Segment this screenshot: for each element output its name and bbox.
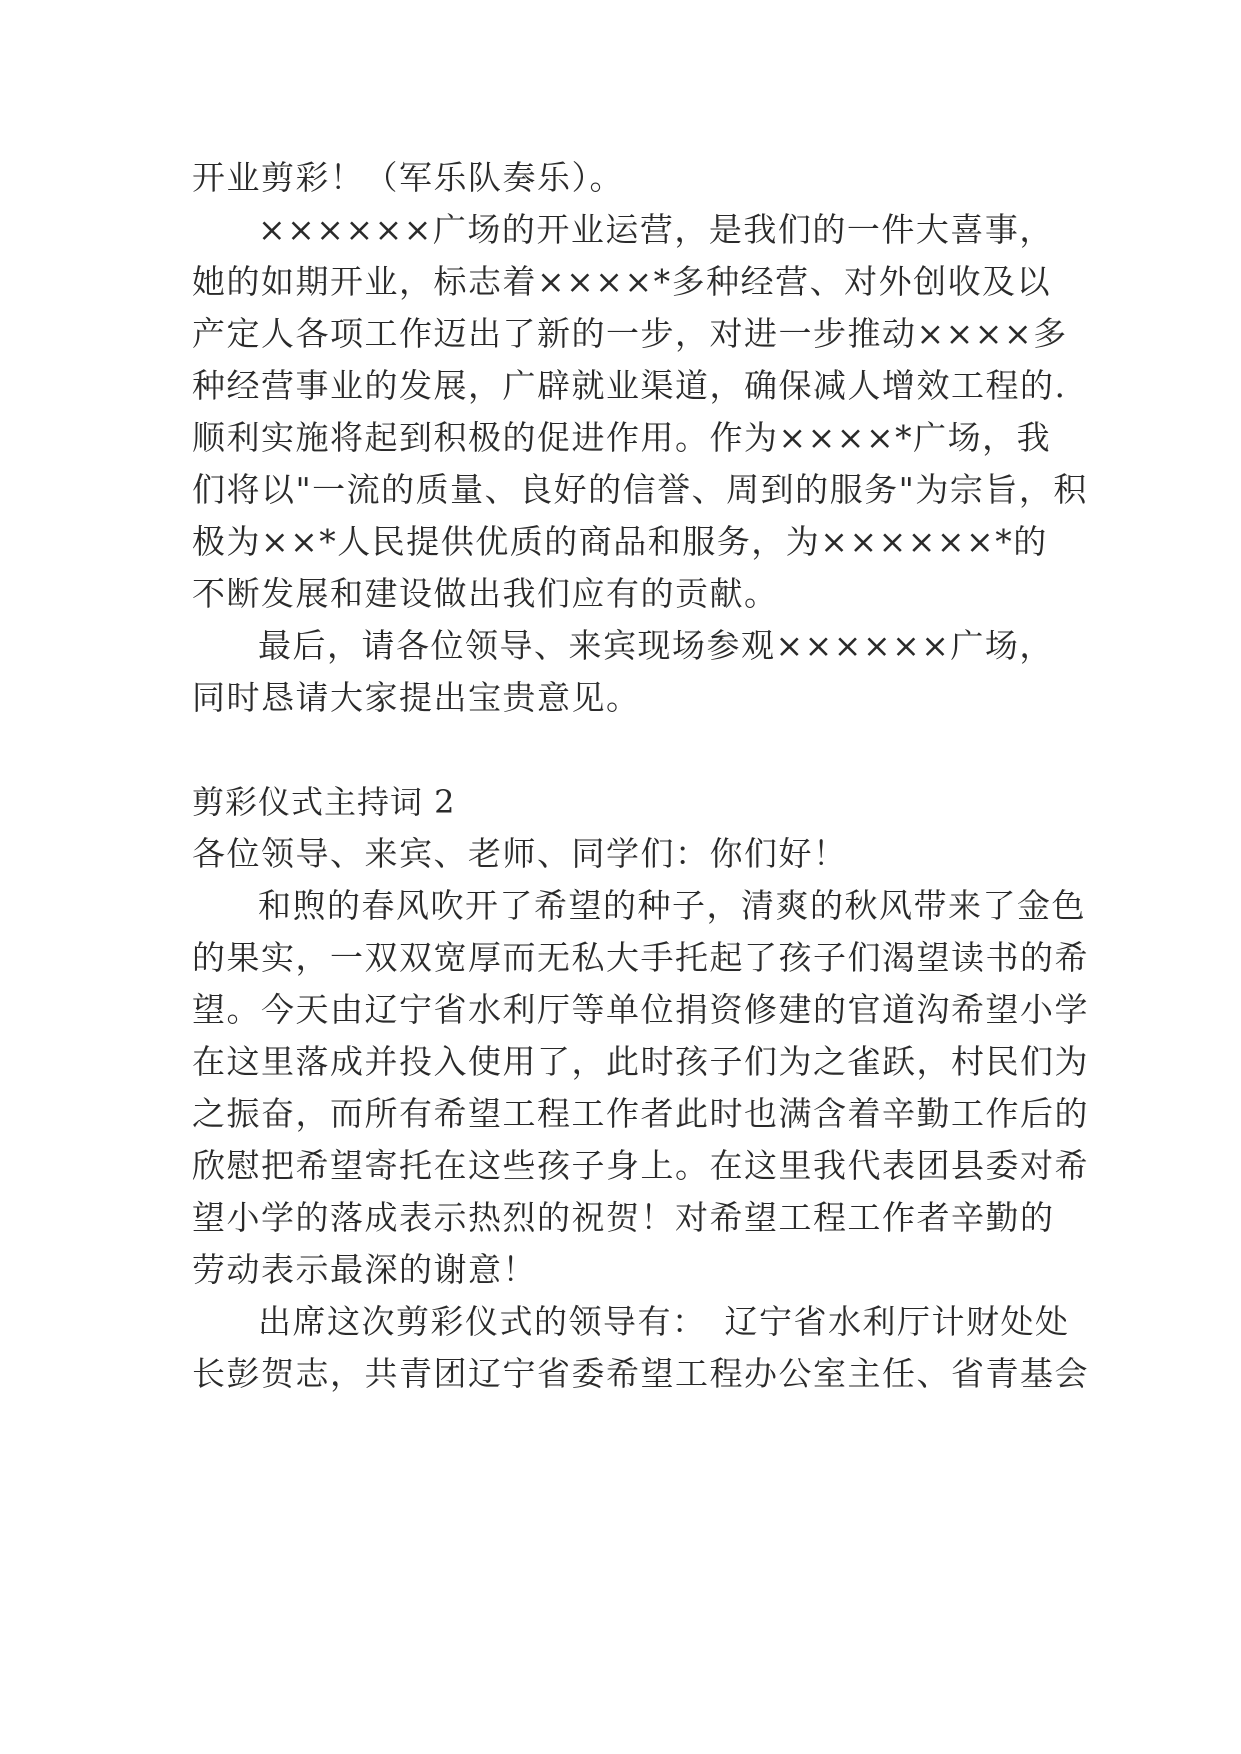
paragraph-line: 长彭贺志，共青团辽宁省委希望工程办公室主任、省青基会 xyxy=(192,1354,1089,1393)
paragraph-line: 开业剪彩！（军乐队奏乐）。 xyxy=(192,158,624,197)
paragraph-line: 不断发展和建设做出我们应有的贡献。 xyxy=(192,574,779,613)
paragraph-line: 和煦的春风吹开了希望的种子，清爽的秋风带来了金色 xyxy=(258,886,1086,925)
paragraph-line: 在这里落成并投入使用了，此时孩子们为之雀跃，村民们为 xyxy=(192,1042,1089,1081)
paragraph-line: 种经营事业的发展，广辟就业渠道，确保减人增效工程的. xyxy=(192,366,1067,405)
paragraph-line: 顺利实施将起到积极的促进作用。作为××××*广场，我 xyxy=(192,418,1052,457)
paragraph-line: 她的如期开业，标志着××××*多种经营、对外创收及以 xyxy=(192,262,1052,301)
paragraph-line: 劳动表示最深的谢意！ xyxy=(192,1250,537,1289)
paragraph-line: 望。今天由辽宁省水利厅等单位捐资修建的官道沟希望小学 xyxy=(192,990,1089,1029)
paragraph-line: 望小学的落成表示热烈的祝贺！对希望工程工作者辛勤的 xyxy=(192,1198,1055,1237)
paragraph-line: 欣慰把希望寄托在这些孩子身上。在这里我代表团县委对希 xyxy=(192,1146,1089,1185)
section-title: 剪彩仪式主持词 2 xyxy=(192,783,456,821)
paragraph-line: 同时恳请大家提出宝贵意见。 xyxy=(192,678,641,717)
paragraph-line: ××××××广场的开业运营，是我们的一件大喜事， xyxy=(258,210,1054,249)
paragraph-line: 最后，请各位领导、来宾现场参观××××××广场， xyxy=(258,626,1054,665)
paragraph-line: 的果实，一双双宽厚而无私大手托起了孩子们渴望读书的希 xyxy=(192,938,1089,977)
greeting-line: 各位领导、来宾、老师、同学们：你们好！ xyxy=(192,834,848,873)
paragraph-line: 之振奋，而所有希望工程工作者此时也满含着辛勤工作后的 xyxy=(192,1094,1089,1133)
paragraph-line: 产定人各项工作迈出了新的一步，对进一步推动××××多 xyxy=(192,314,1068,353)
paragraph-line: 出席这次剪彩仪式的领导有： 辽宁省水利厅计财处处 xyxy=(258,1302,1070,1341)
paragraph-line: 极为××*人民提供优质的商品和服务，为××××××*的 xyxy=(192,522,1048,561)
paragraph-line: 们将以"一流的质量、良好的信誉、周到的服务"为宗旨，积 xyxy=(192,470,1088,509)
